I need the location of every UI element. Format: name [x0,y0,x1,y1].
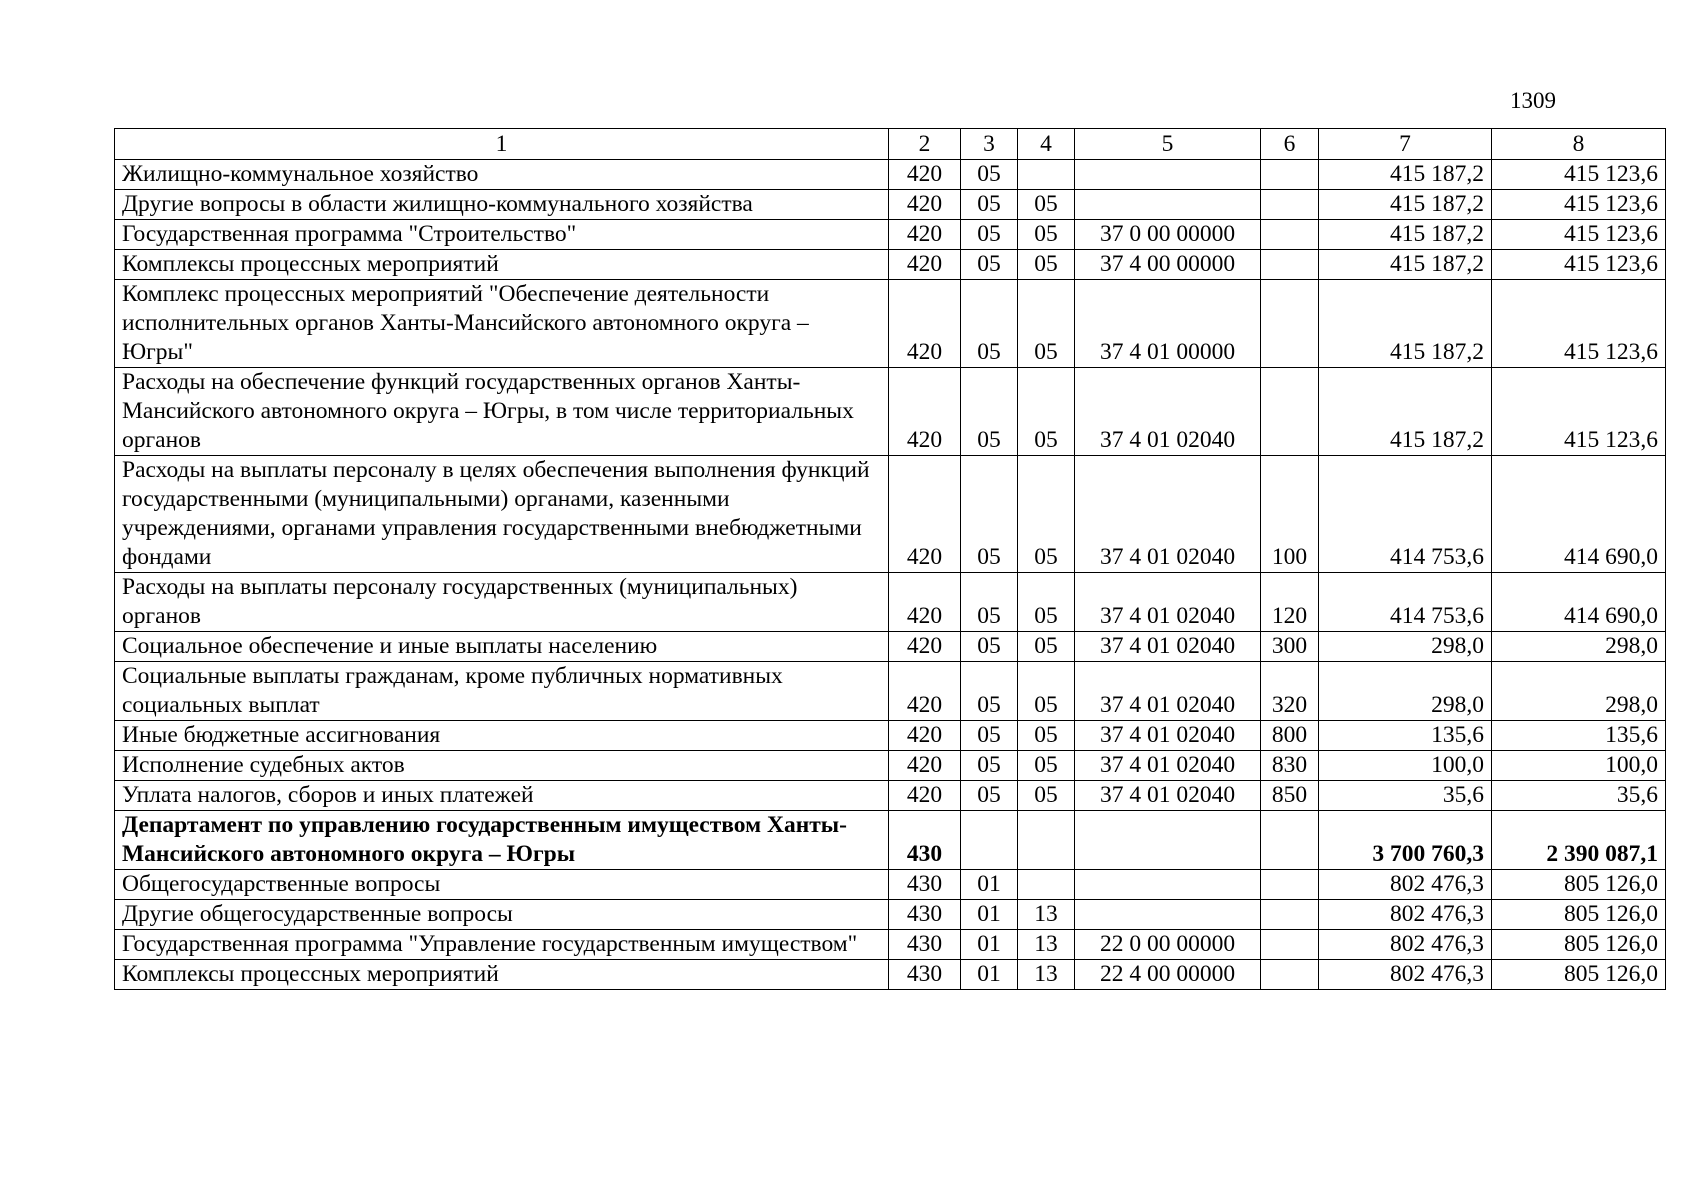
cell-amount-year-1: 35,6 [1319,781,1492,811]
cell-subsection: 05 [1018,280,1075,368]
cell-expense-type: 100 [1261,456,1319,573]
cell-name: Социальное обеспечение и иные выплаты населению [115,632,889,662]
cell-subsection: 13 [1018,960,1075,990]
cell-section: 05 [961,662,1018,721]
cell-admin-code: 420 [889,721,961,751]
cell-amount-year-1: 3 700 760,3 [1319,811,1492,870]
cell-admin-code: 430 [889,870,961,900]
cell-amount-year-1: 415 187,2 [1319,160,1492,190]
cell-amount-year-2: 805 126,0 [1492,930,1666,960]
cell-admin-code: 430 [889,960,961,990]
cell-admin-code: 420 [889,250,961,280]
cell-expense-type: 320 [1261,662,1319,721]
cell-target-article [1075,160,1261,190]
cell-admin-code: 430 [889,900,961,930]
table-row [115,190,1666,220]
cell-subsection: 05 [1018,751,1075,781]
cell-expense-type: 850 [1261,781,1319,811]
header-col-5: 5 [1075,129,1261,160]
cell-amount-year-1: 802 476,3 [1319,930,1492,960]
cell-name: Другие вопросы в области жилищно-коммунального хозяйства [115,190,889,220]
header-col-7: 7 [1319,129,1492,160]
cell-admin-code: 430 [889,930,961,960]
cell-section: 05 [961,220,1018,250]
cell-subsection [1018,811,1075,870]
cell-admin-code: 420 [889,220,961,250]
cell-amount-year-1: 415 187,2 [1319,280,1492,368]
header-col-2: 2 [889,129,961,160]
cell-expense-type [1261,280,1319,368]
cell-expense-type [1261,220,1319,250]
cell-name: Комплексы процессных мероприятий [115,250,889,280]
cell-expense-type [1261,250,1319,280]
cell-name: Расходы на выплаты персоналу государственных (муниципальных) органов [115,573,889,632]
cell-section: 05 [961,632,1018,662]
cell-amount-year-1: 802 476,3 [1319,870,1492,900]
cell-amount-year-1: 298,0 [1319,662,1492,721]
cell-admin-code: 420 [889,751,961,781]
cell-name: Государственная программа "Управление государственным имуществом" [115,930,889,960]
cell-amount-year-2: 135,6 [1492,721,1666,751]
table-row [115,960,1666,990]
cell-name: Иные бюджетные ассигнования [115,721,889,751]
cell-admin-code: 420 [889,632,961,662]
cell-name: Государственная программа "Строительство" [115,220,889,250]
cell-section: 05 [961,721,1018,751]
cell-name: Уплата налогов, сборов и иных платежей [115,781,889,811]
cell-expense-type: 120 [1261,573,1319,632]
cell-expense-type [1261,930,1319,960]
table-body [115,160,1666,990]
cell-amount-year-2: 415 123,6 [1492,160,1666,190]
cell-name: Комплексы процессных мероприятий [115,960,889,990]
cell-target-article [1075,900,1261,930]
cell-expense-type [1261,960,1319,990]
cell-admin-code: 420 [889,573,961,632]
cell-amount-year-1: 135,6 [1319,721,1492,751]
table-row [115,751,1666,781]
table-row [115,930,1666,960]
cell-subsection: 05 [1018,573,1075,632]
header-row [115,129,1666,160]
cell-name: Департамент по управлению государственным имуществом Ханты-Мансийского автономного округа – Югры [115,811,889,870]
cell-amount-year-2: 298,0 [1492,632,1666,662]
cell-subsection [1018,870,1075,900]
budget-table [114,128,1666,990]
table-row [115,220,1666,250]
cell-subsection: 05 [1018,190,1075,220]
cell-amount-year-1: 100,0 [1319,751,1492,781]
cell-target-article: 22 0 00 00000 [1075,930,1261,960]
table-row [115,900,1666,930]
cell-amount-year-2: 415 123,6 [1492,220,1666,250]
cell-name: Расходы на выплаты персоналу в целях обеспечения выполнения функций государственными (муниципальными) органами, казенными учреждениями, органами управления государственными внебюджетными фондами [115,456,889,573]
cell-target-article: 37 4 01 02040 [1075,662,1261,721]
cell-target-article: 37 4 01 02040 [1075,368,1261,456]
cell-target-article: 37 4 01 00000 [1075,280,1261,368]
cell-section: 05 [961,190,1018,220]
cell-expense-type [1261,900,1319,930]
cell-admin-code: 420 [889,662,961,721]
table-row [115,368,1666,456]
cell-section: 01 [961,870,1018,900]
cell-section: 05 [961,250,1018,280]
cell-section: 05 [961,368,1018,456]
cell-expense-type [1261,811,1319,870]
cell-amount-year-1: 298,0 [1319,632,1492,662]
cell-section: 05 [961,573,1018,632]
cell-target-article: 37 4 01 02040 [1075,781,1261,811]
cell-amount-year-2: 805 126,0 [1492,960,1666,990]
header-col-4: 4 [1018,129,1075,160]
cell-amount-year-1: 802 476,3 [1319,960,1492,990]
cell-amount-year-1: 415 187,2 [1319,368,1492,456]
table-row [115,160,1666,190]
cell-name: Комплекс процессных мероприятий "Обеспечение деятельности исполнительных органов Ханты-Мансийского автономного округа – Югры" [115,280,889,368]
cell-target-article: 37 4 01 02040 [1075,721,1261,751]
cell-admin-code: 430 [889,811,961,870]
cell-target-article: 37 0 00 00000 [1075,220,1261,250]
cell-expense-type [1261,190,1319,220]
cell-section: 01 [961,960,1018,990]
cell-expense-type [1261,870,1319,900]
cell-section: 05 [961,751,1018,781]
header-col-3: 3 [961,129,1018,160]
cell-section [961,811,1018,870]
cell-amount-year-1: 802 476,3 [1319,900,1492,930]
cell-subsection: 05 [1018,456,1075,573]
cell-target-article: 37 4 01 02040 [1075,573,1261,632]
header-col-1: 1 [115,129,889,160]
cell-admin-code: 420 [889,190,961,220]
header-col-6: 6 [1261,129,1319,160]
table-row [115,280,1666,368]
cell-name: Общегосударственные вопросы [115,870,889,900]
cell-amount-year-2: 35,6 [1492,781,1666,811]
cell-name: Другие общегосударственные вопросы [115,900,889,930]
cell-admin-code: 420 [889,160,961,190]
cell-section: 01 [961,900,1018,930]
cell-section: 05 [961,781,1018,811]
cell-name: Расходы на обеспечение функций государственных органов Ханты-Мансийского автономного округа – Югры, в том числе территориальных органов [115,368,889,456]
cell-amount-year-2: 2 390 087,1 [1492,811,1666,870]
cell-name: Социальные выплаты гражданам, кроме публичных нормативных социальных выплат [115,662,889,721]
cell-subsection: 13 [1018,900,1075,930]
cell-amount-year-1: 415 187,2 [1319,220,1492,250]
cell-amount-year-2: 415 123,6 [1492,190,1666,220]
cell-target-article [1075,811,1261,870]
cell-target-article: 22 4 00 00000 [1075,960,1261,990]
cell-target-article: 37 4 00 00000 [1075,250,1261,280]
cell-amount-year-2: 805 126,0 [1492,900,1666,930]
cell-admin-code: 420 [889,280,961,368]
cell-amount-year-2: 100,0 [1492,751,1666,781]
cell-name: Жилищно-коммунальное хозяйство [115,160,889,190]
table-row [115,250,1666,280]
cell-subsection: 05 [1018,220,1075,250]
cell-target-article [1075,870,1261,900]
cell-amount-year-2: 414 690,0 [1492,456,1666,573]
cell-admin-code: 420 [889,781,961,811]
page-number: 1309 [1510,88,1556,113]
cell-amount-year-2: 414 690,0 [1492,573,1666,632]
cell-admin-code: 420 [889,368,961,456]
table-row [115,662,1666,721]
cell-subsection: 05 [1018,781,1075,811]
cell-section: 01 [961,930,1018,960]
cell-subsection [1018,160,1075,190]
cell-amount-year-2: 805 126,0 [1492,870,1666,900]
cell-admin-code: 420 [889,456,961,573]
cell-target-article [1075,190,1261,220]
cell-target-article: 37 4 01 02040 [1075,456,1261,573]
cell-subsection: 05 [1018,368,1075,456]
table-row [115,781,1666,811]
cell-amount-year-2: 415 123,6 [1492,250,1666,280]
cell-subsection: 05 [1018,721,1075,751]
cell-subsection: 05 [1018,632,1075,662]
cell-subsection: 13 [1018,930,1075,960]
cell-expense-type [1261,368,1319,456]
table-row [115,573,1666,632]
cell-target-article: 37 4 01 02040 [1075,751,1261,781]
table-row [115,632,1666,662]
header-col-8: 8 [1492,129,1666,160]
cell-amount-year-1: 415 187,2 [1319,190,1492,220]
cell-amount-year-1: 414 753,6 [1319,573,1492,632]
table-row [115,721,1666,751]
cell-expense-type: 830 [1261,751,1319,781]
table-row [115,870,1666,900]
cell-subsection: 05 [1018,250,1075,280]
cell-amount-year-2: 298,0 [1492,662,1666,721]
cell-amount-year-2: 415 123,6 [1492,368,1666,456]
cell-expense-type: 300 [1261,632,1319,662]
cell-amount-year-1: 415 187,2 [1319,250,1492,280]
cell-section: 05 [961,280,1018,368]
cell-subsection: 05 [1018,662,1075,721]
table-row [115,811,1666,870]
cell-expense-type: 800 [1261,721,1319,751]
cell-expense-type [1261,160,1319,190]
cell-target-article: 37 4 01 02040 [1075,632,1261,662]
table-row [115,456,1666,573]
cell-name: Исполнение судебных актов [115,751,889,781]
cell-amount-year-2: 415 123,6 [1492,280,1666,368]
cell-section: 05 [961,456,1018,573]
cell-amount-year-1: 414 753,6 [1319,456,1492,573]
cell-section: 05 [961,160,1018,190]
